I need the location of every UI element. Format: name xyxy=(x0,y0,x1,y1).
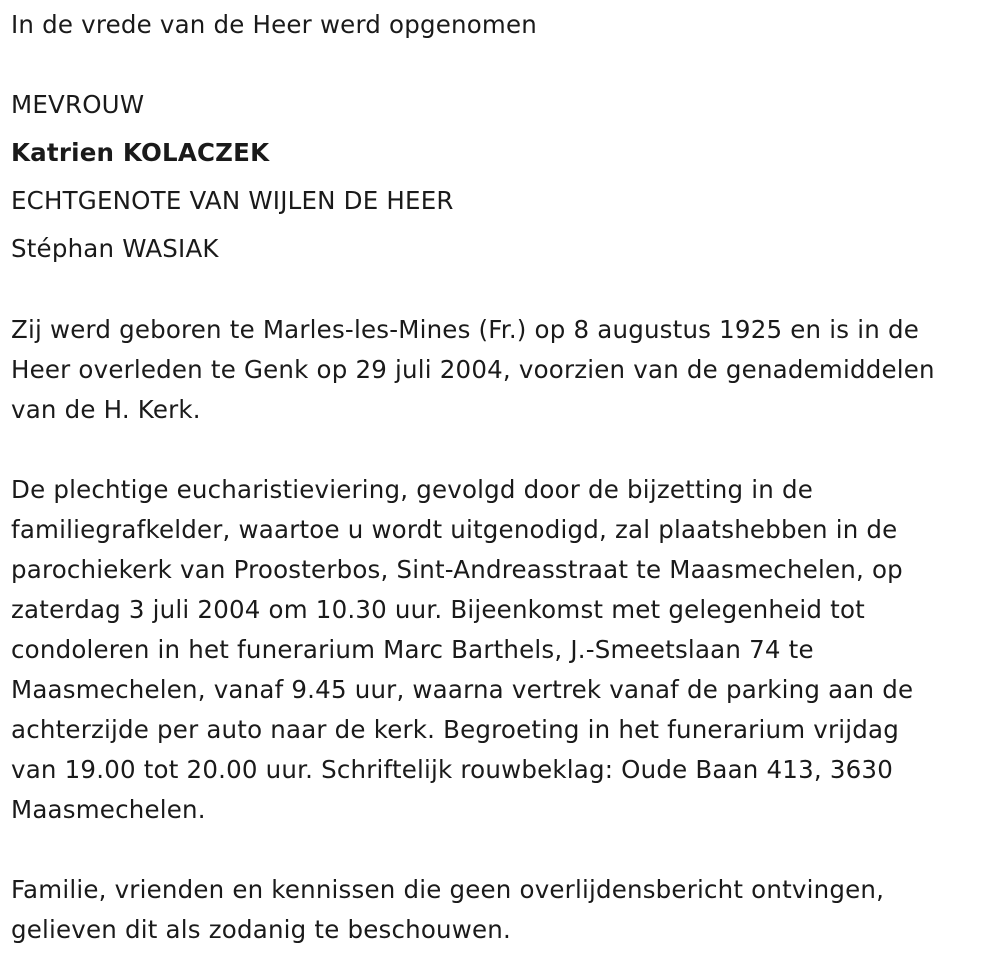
text-line: gelieven dit als zodanig te beschouwen. xyxy=(11,915,512,944)
birth-death-paragraph xyxy=(11,310,996,430)
text-line: familiegrafkelder, waartoe u wordt uitgenodigd, zal plaatshebben in de xyxy=(11,515,898,544)
ceremony-paragraph xyxy=(11,470,996,830)
honorific-title: MEVROUW xyxy=(11,90,145,119)
spouse-name: Stéphan WASIAK xyxy=(11,234,219,263)
text-line: achterzijde per auto naar de kerk. Begroeting in het funerarium vrijdag xyxy=(11,715,899,744)
text-line: condoleren in het funerarium Marc Barthels, J.-Smeetslaan 74 te xyxy=(11,635,814,664)
relation-line: ECHTGENOTE VAN WIJLEN DE HEER xyxy=(11,186,454,215)
text-line: Familie, vrienden en kennissen die geen overlijdensbericht ontvingen, xyxy=(11,875,885,904)
intro-line: In de vrede van de Heer werd opgenomen xyxy=(11,10,537,39)
deceased-name: Katrien KOLACZEK xyxy=(11,138,270,167)
text-line: Zij werd geboren te Marles-les-Mines (Fr.) op 8 augustus 1925 en is in de xyxy=(11,315,919,344)
text-line: van de H. Kerk. xyxy=(11,395,201,424)
text-line: van 19.00 tot 20.00 uur. Schriftelijk rouwbeklag: Oude Baan 413, 3630 xyxy=(11,755,894,784)
text-line: Maasmechelen, vanaf 9.45 uur, waarna vertrek vanaf de parking aan de xyxy=(11,675,914,704)
text-line: Maasmechelen. xyxy=(11,795,206,824)
text-line: zaterdag 3 juli 2004 om 10.30 uur. Bijeenkomst met gelegenheid tot xyxy=(11,595,865,624)
text-line: De plechtige eucharistieviering, gevolgd door de bijzetting in de xyxy=(11,475,813,504)
closing-paragraph xyxy=(11,870,996,950)
text-line: parochiekerk van Proosterbos, Sint-Andreasstraat te Maasmechelen, op xyxy=(11,555,903,584)
text-line: Heer overleden te Genk op 29 juli 2004, voorzien van de genademiddelen xyxy=(11,355,935,384)
